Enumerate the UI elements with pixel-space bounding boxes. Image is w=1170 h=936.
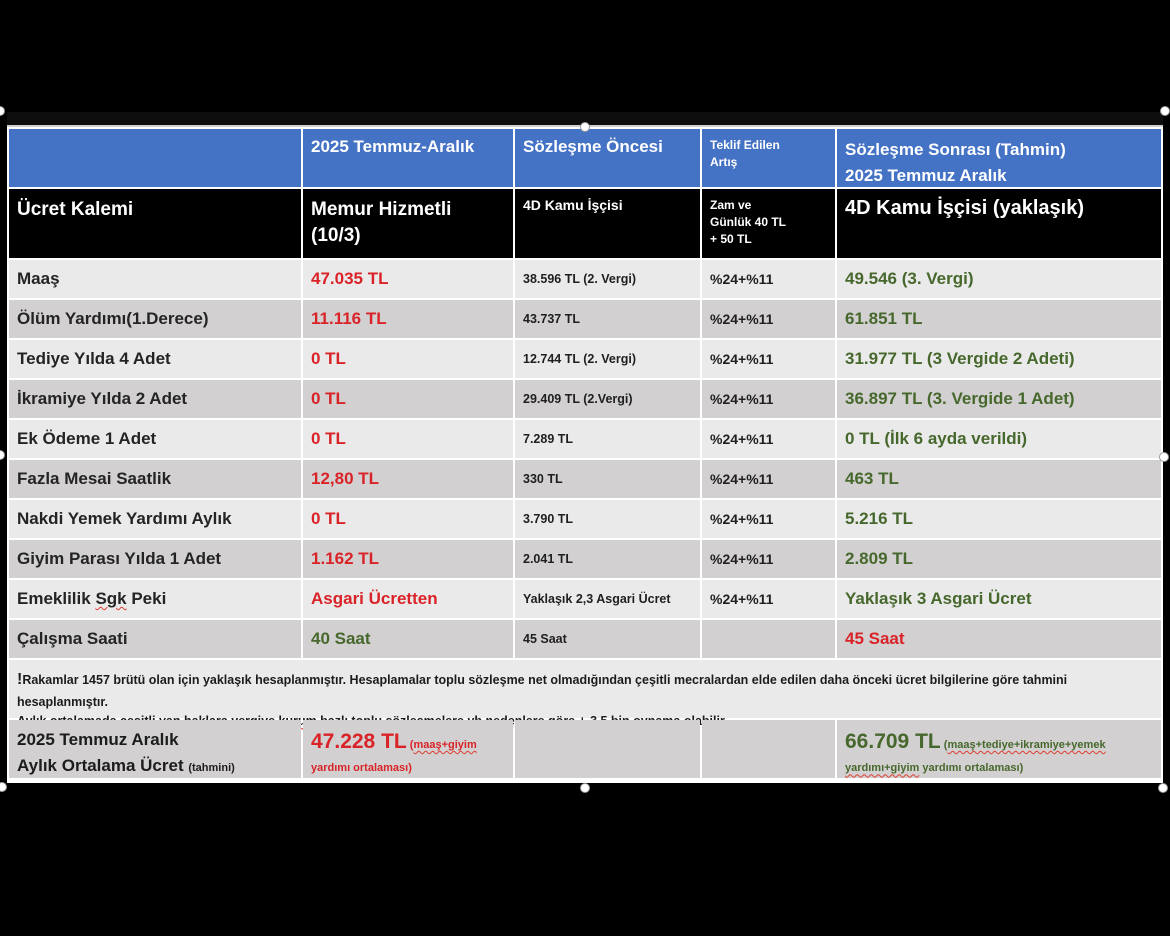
cell-memur-value[interactable]: 1.162 TL [303,540,513,578]
cell-blue-after[interactable] [837,129,1161,187]
cell-label[interactable]: Maaş [9,260,301,298]
cell-head-item[interactable] [9,189,301,258]
selection-handle-bottom-center[interactable] [580,783,590,793]
cell-head-memur[interactable] [303,189,513,258]
cell-isci-once-value[interactable]: 2.041 TL [515,540,700,578]
cell-memur-value[interactable]: 0 TL [303,500,513,538]
cell-summary-empty-1[interactable] [515,720,700,778]
head-item-label: Ücret Kalemi [17,199,134,220]
head-zam-label: Zam ve Günlük 40 TL + 50 TL [710,198,787,246]
cell-isci-once-value[interactable]: 43.737 TL [515,300,700,338]
cell-label[interactable]: Çalışma Saati [9,620,301,658]
cell-isci-once-value[interactable]: 330 TL [515,460,700,498]
cell-head-isci-sonra[interactable] [837,189,1161,258]
summary-isci-value: 66.709 TL [845,730,941,753]
footnote-band[interactable] [9,660,1161,718]
cell-label[interactable]: Nakdi Yemek Yardımı Aylık [9,500,301,538]
table-row-ek-odeme [9,420,1161,458]
cell-isci-once-value[interactable]: 3.790 TL [515,500,700,538]
selection-handle-top-center[interactable] [580,122,590,132]
blue-before-label: Sözleşme Öncesi [523,137,663,156]
cell-isci-sonra-value[interactable]: 5.216 TL [837,500,1161,538]
selection-handle-top-right[interactable] [1160,106,1170,116]
selection-handle-bottom-left[interactable] [0,782,7,792]
cell-isci-sonra-value[interactable]: Yaklaşık 3 Asgari Ücret [837,580,1161,618]
cell-artis-value[interactable]: %24+%11 [702,340,835,378]
cell-isci-once-value[interactable]: 38.596 TL (2. Vergi) [515,260,700,298]
cell-memur-value[interactable]: 40 Saat [303,620,513,658]
cell-memur-value[interactable]: 0 TL [303,340,513,378]
cell-summary-isci[interactable]: 66.709 TL (maaş+tediye+ikramiye+yemek yardımı+giyim yardımı ortalaması) [837,720,1161,778]
cell-isci-sonra-value[interactable]: 31.977 TL (3 Vergide 2 Adeti) [837,340,1161,378]
cell-label[interactable]: Fazla Mesai Saatlik [9,460,301,498]
table-row-calisma-saati [9,620,1161,658]
cell-head-zam[interactable] [702,189,835,258]
selection-handle-left-middle[interactable] [0,450,5,460]
cell-isci-sonra-value[interactable]: 45 Saat [837,620,1161,658]
table-row-maas [9,260,1161,298]
cell-summary-label[interactable]: 2025 Temmuz Aralık Aylık Ortalama Ücret (tahmini) [9,720,301,778]
table-grid [7,127,1163,783]
head-memur-label: Memur Hizmetli (10/3) [311,199,452,246]
salary-comparison-table [7,112,1163,783]
selection-handle-top-left[interactable] [0,106,5,116]
cell-isci-once-value[interactable]: 45 Saat [515,620,700,658]
summary-memur-value: 47.228 TL [311,730,407,753]
cell-label[interactable]: İkramiye Yılda 2 Adet [9,380,301,418]
cell-summary-memur[interactable]: 47.228 TL (maaş+giyim yardımı ortalaması) [303,720,513,778]
cell-label[interactable]: Emeklilik Sgk Peki [9,580,301,618]
cell-isci-sonra-value[interactable]: 49.546 (3. Vergi) [837,260,1161,298]
cell-memur-value[interactable]: 0 TL [303,380,513,418]
head-isci-sonra-label: 4D Kamu İşçisi (yaklaşık) [845,197,1085,219]
table-row-fazla-mesai [9,460,1161,498]
cell-artis-value[interactable]: %24+%11 [702,300,835,338]
summary-memur-note-line2: yardımı ortalaması) [311,762,412,775]
table-row-giyim-parasi [9,540,1161,578]
spellcheck-underline: yardımı+giyim [845,762,920,775]
blue-proposal-label: Teklif Edilen Artış [710,138,780,169]
cell-blue-proposal[interactable] [702,129,835,187]
cell-artis-value[interactable] [702,620,835,658]
cell-blue-empty[interactable] [9,129,301,187]
summary-tahmini-note: (tahmini) [188,762,235,775]
blue-period-label: 2025 Temmuz-Aralık [311,137,475,156]
blue-after-label: Sözleşme Sonrası (Tahmin) 2025 Temmuz Aralık [845,140,1066,186]
cell-memur-value[interactable]: 11.116 TL [303,300,513,338]
table-row-ikramiye [9,380,1161,418]
cell-label[interactable]: Ek Ödeme 1 Adet [9,420,301,458]
cell-isci-sonra-value[interactable]: 463 TL [837,460,1161,498]
header-row-black [9,189,1161,258]
cell-artis-value[interactable]: %24+%11 [702,260,835,298]
cell-isci-sonra-value[interactable]: 61.851 TL [837,300,1161,338]
table-row-nakdi-yemek [9,500,1161,538]
table-row-olum-yardimi [9,300,1161,338]
cell-artis-value[interactable]: %24+%11 [702,420,835,458]
cell-artis-value[interactable]: %24+%11 [702,380,835,418]
cell-memur-value[interactable]: 12,80 TL [303,460,513,498]
cell-label[interactable]: Tediye Yılda 4 Adet [9,340,301,378]
spellcheck-underline: Sgk [95,589,127,608]
cell-isci-sonra-value[interactable]: 2.809 TL [837,540,1161,578]
selection-handle-bottom-right[interactable] [1158,783,1168,793]
table-row-emeklilik-sgk [9,580,1161,618]
cell-memur-value[interactable]: 47.035 TL [303,260,513,298]
spellcheck-underline: maaş+tediye+ikramiye+yemek [947,739,1106,751]
selection-handle-right-middle[interactable] [1159,452,1169,462]
footnote-line1: Rakamlar 1457 brütü olan için yaklaşık hesaplanmıştır. Hesaplamalar toplu sözleşme net olmadığından çeşitli mecralardan elde edilen daha önceki ücret bilgilerine göre tahmini hesaplanmıştır. [17,673,1068,709]
cell-artis-value[interactable]: %24+%11 [702,580,835,618]
cell-memur-value[interactable]: Asgari Ücretten [303,580,513,618]
cell-isci-sonra-value[interactable]: 0 TL (İlk 6 ayda verildi) [837,420,1161,458]
header-row-blue [9,129,1161,187]
cell-label[interactable]: Giyim Parası Yılda 1 Adet [9,540,301,578]
cell-artis-value[interactable]: %24+%11 [702,500,835,538]
cell-isci-once-value[interactable]: 29.409 TL (2.Vergi) [515,380,700,418]
cell-isci-sonra-value[interactable]: 36.897 TL (3. Vergide 1 Adet) [837,380,1161,418]
spellcheck-underline: maaş+giyim [413,739,477,751]
cell-blue-period[interactable] [303,129,513,187]
summary-row [9,720,1161,778]
cell-head-isci-once[interactable] [515,189,700,258]
cell-memur-value[interactable]: 0 TL [303,420,513,458]
exclamation-mark: ! [17,671,23,688]
cell-isci-once-value[interactable]: Yaklaşık 2,3 Asgari Ücret [515,580,700,618]
table-row-tediye [9,340,1161,378]
cell-isci-once-value[interactable]: 7.289 TL [515,420,700,458]
cell-artis-value[interactable]: %24+%11 [702,460,835,498]
cell-label[interactable]: Ölüm Yardımı(1.Derece) [9,300,301,338]
cell-summary-empty-2[interactable] [702,720,835,778]
cell-artis-value[interactable]: %24+%11 [702,540,835,578]
cell-blue-before[interactable] [515,129,700,187]
cell-isci-once-value[interactable]: 12.744 TL (2. Vergi) [515,340,700,378]
head-isci-once-label: 4D Kamu İşçisi [523,197,623,213]
